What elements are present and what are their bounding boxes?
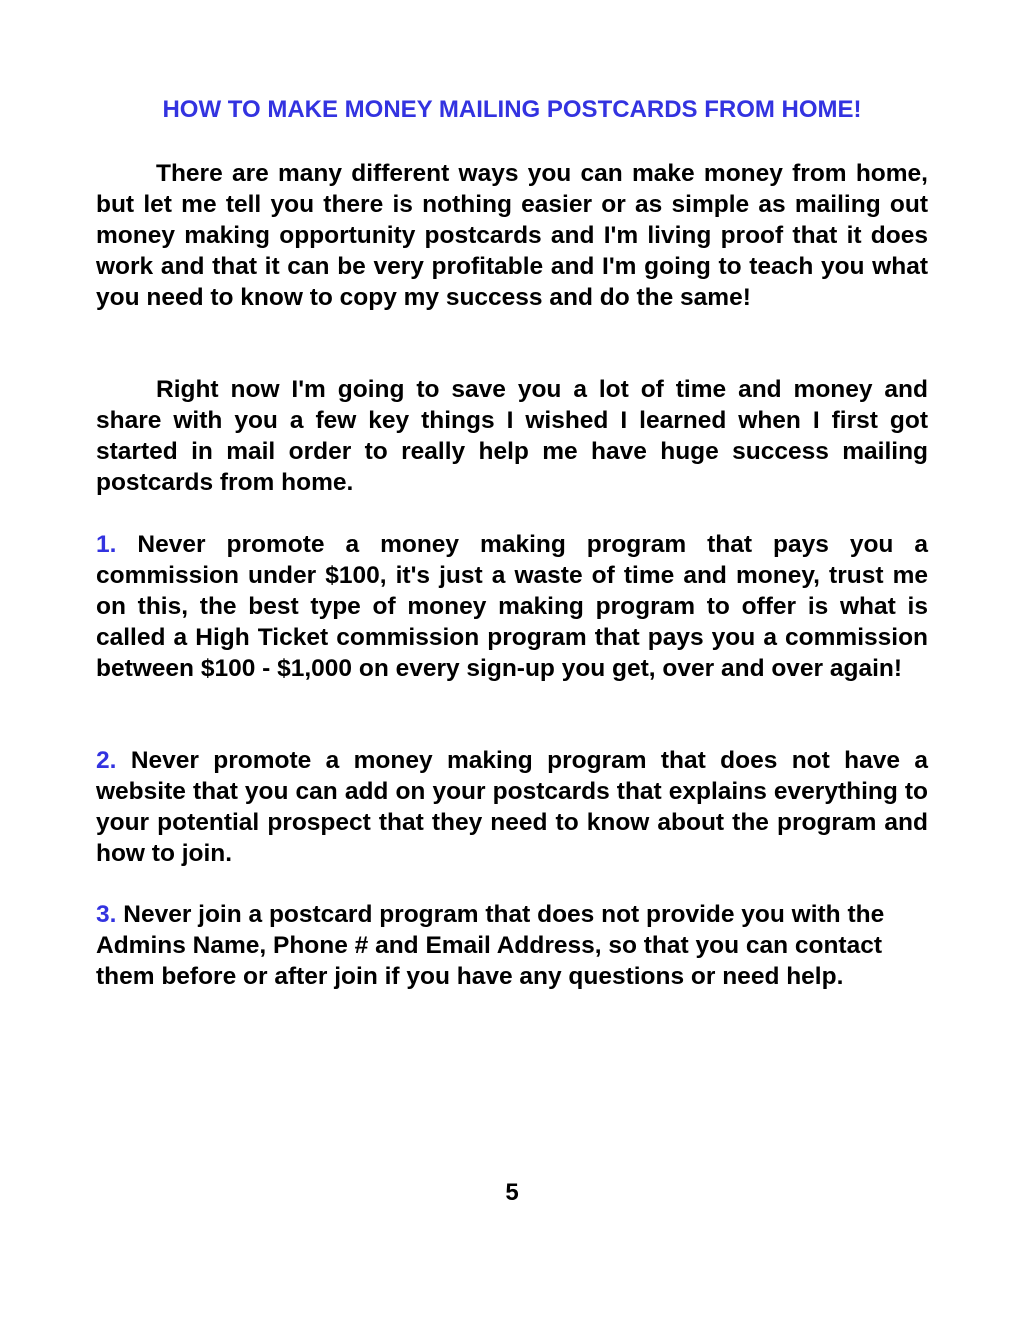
- page-number: 5: [505, 1179, 519, 1206]
- advice-paragraph: Right now I'm going to save you a lot of time and money and share with you a few key things I wished I learned when I first got started in mail order to really help me have huge success mailing postcards from home.: [96, 376, 928, 496]
- tip-number-3: 3.: [96, 901, 117, 928]
- tip-item-1: [96, 529, 928, 684]
- tip-number-2: 2.: [96, 747, 117, 774]
- page-title: HOW TO MAKE MONEY MAILING POSTCARDS FROM HOME!: [162, 96, 862, 123]
- tip-item-3: [96, 899, 916, 992]
- tip-text-3: Never join a postcard program that does not provide you with the Admins Name, Phone # and Email Address, so that you can contact them before or after join if you have any questions or need help.: [96, 901, 885, 990]
- tip-text-1: Never promote a money making program that pays you a commission under $100, it's just a waste of time and money, trust me on this, the best type of money making program to offer is what is called a High Ticket commission program that pays you a commission between $100 - $1,000 on every sign-up you get, over and over again!: [96, 531, 928, 682]
- tip-number-1: 1.: [96, 531, 117, 558]
- tip-item-2: [96, 745, 928, 869]
- intro-paragraph: There are many different ways you can make money from home, but let me tell you there is nothing easier or as simple as mailing out money making opportunity postcards and I'm living proof that it does work and that it can be very profitable and I'm going to teach you what you need to know to copy my success and do the same!: [96, 160, 928, 311]
- tip-text-2: Never promote a money making program that does not have a website that you can add on your postcards that explains everything to your potential prospect that they need to know about the program and how to join.: [96, 747, 928, 867]
